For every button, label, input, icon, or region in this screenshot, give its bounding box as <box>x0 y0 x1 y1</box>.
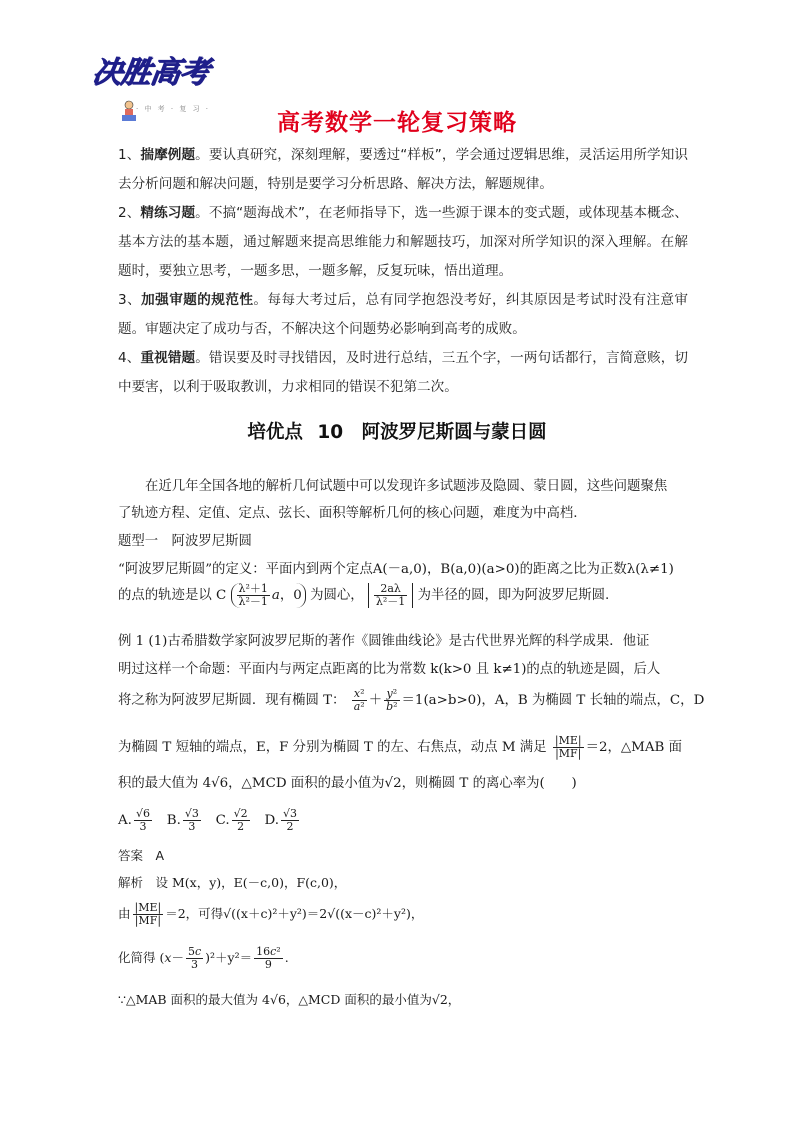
solution-line-3: 化简得 (x－ $\frac{5c}{3}$ )²＋y²＝ $\frac{\text{16c²}}{9}$ . <box>118 945 289 971</box>
strategy-body: 。不搞“题海战术”，在老师指导下，选一些源于课本的变式题，或体现基本概念、基本方法的基本题，通过解题来提高思维能力和解题技巧，加深对所学知识的深入理解。在解题时，要独立思考，一题多思，一题多解，反复玩味，悟出道理。 <box>118 205 689 279</box>
example-text: ＝2，△MAB 面 <box>585 740 683 755</box>
options-row: A. $\frac{√6}{3}$ B. $\frac{√3}{3}$ C. $\frac{√2}{2}$ D. $\frac{√3}{2}$ <box>118 807 297 833</box>
example-line-1: 例 1 (1)古希腊数学家阿波罗尼斯的著作《圆锥曲线论》是古代世界光辉的科学成果．他证 <box>118 634 650 649</box>
solution-line-1: 解析 设 M(x，y)，E(－c,0)，F(c,0)， <box>118 875 347 890</box>
strategy-body: 。每每大考过后，总有同学抱怨没考好，纠其原因是考试时没有注意审题。审题决定了成功与否，不解决这个问题势必影响到高考的成败。 <box>118 292 689 337</box>
definition-line-2 <box>118 583 609 608</box>
solution-text: 化简得 <box>118 950 156 965</box>
ellipse-x-term: $\frac{\text{x²}}{\text{a²}}$ <box>353 687 365 713</box>
strategy-number: 1、 <box>118 147 141 163</box>
solution-line-4: ∵△MAB 面积的最大值为 4√6，△MCD 面积的最小值为√2， <box>118 992 461 1007</box>
strategy-number: 2、 <box>118 205 141 221</box>
strategy-body: 。错误要及时寻找错因，及时进行总结，三五个字，一两句话都行，言简意赅，切中要害，以利于吸取教训，力求相同的错误不犯第二次。 <box>118 350 689 395</box>
strategy-heading: 揣摩例题 <box>140 147 196 163</box>
definition-text: 的点的轨迹是以 C <box>118 588 227 603</box>
option-a-label: A. <box>118 813 132 828</box>
definition-text: 为半径的圆，即为阿波罗尼斯圆. <box>417 588 610 603</box>
intro-paragraph: 在近几年全国各地的解析几何试题中可以发现许多试题涉及隐圆、蒙日圆，这些问题聚焦了轨迹方程、定值、定点、弦长、面积等解析几何的核心问题，难度为中高档. <box>118 479 668 521</box>
option-d-label: D. <box>264 813 279 828</box>
strategy-3 <box>118 286 688 344</box>
strategy-body: 。要认真研究，深刻理解，要透过“样板”，学会通过逻辑思维，灵活运用所学知识去分析问题和解决问题，特别是要学习分析思路、解决方法，解题规律。 <box>118 147 689 192</box>
strategy-heading: 精练习题 <box>140 205 196 221</box>
example-text: ＝1(a>b>0)，A，B 为椭圆 T 长轴的端点，C，D <box>401 693 705 708</box>
solution-text: 由 <box>118 906 131 921</box>
definition-text: 为圆心， <box>310 588 364 603</box>
solution-text: ²＋y²＝ <box>210 950 253 965</box>
logo-subtitle: · 中 考 · 复 习 · <box>136 105 211 113</box>
strategy-heading: 重视错题 <box>140 350 196 366</box>
ratio-me-mf: $\frac{|ME|}{|MF|}$ <box>554 734 582 760</box>
logo-text: 决胜高考 <box>89 55 211 90</box>
solution-text: ＝2，可得√((x＋c)²＋y²)＝2√((x－c)²＋y²)， <box>165 906 424 921</box>
strategy-1 <box>118 141 688 199</box>
option-c-label: C. <box>215 813 230 828</box>
example-line-3: 将之称为阿波罗尼斯圆．现有椭圆 T： $\frac{\text{x²}}{\text{a²}}$ ＋ $\frac{\text{y²}}{\text{b²}}$ ＝1(a>b>0)，A，B 为椭圆 T 长轴的端点，C，D <box>118 687 705 713</box>
option-b-label: B. <box>166 813 181 828</box>
strategy-4 <box>118 344 688 402</box>
definition-line-1: “阿波罗尼斯圆”的定义：平面内到两个定点A(－a,0)，B(a,0)(a>0)的距离之比为正数λ(λ≠1) <box>118 562 674 577</box>
example-line-2: 明过这样一个命题：平面内与两定点距离的比为常数 k(k>0 且 k≠1)的点的轨迹是圆，后人 <box>118 662 661 677</box>
page-title-text: 高考数学一轮复习策略 <box>277 110 517 136</box>
strategy-heading: 加强审题的规范性 <box>141 292 254 308</box>
page-title <box>0 104 794 137</box>
example-line-4 <box>118 735 682 760</box>
paren-expression: (x－ $\frac{5c}{3}$ ) <box>159 945 211 971</box>
strategy-number: 3、 <box>118 292 142 308</box>
solution-line-2: 由 $\frac{|ME|}{|MF|}$ ＝2，可得√((x＋c)²＋y²)＝2√((x－c)²＋y²)， <box>118 901 424 927</box>
example-line-5: 积的最大值为 4√6，△MCD 面积的最小值为√2，则椭圆 T 的离心率为( ) <box>118 776 577 791</box>
strategy-2 <box>118 199 688 286</box>
example-text: 将之称为阿波罗尼斯圆．现有椭圆 T： <box>118 693 346 708</box>
section-title: 培优点 10 阿波罗尼斯圆与蒙日圆 <box>247 422 547 443</box>
strategy-number: 4、 <box>118 350 141 366</box>
type-label: 题型一 阿波罗尼斯圆 <box>118 534 252 549</box>
example-text: 为椭圆 T 短轴的端点，E，F 分别为椭圆 T 的左、右焦点，动点 M 满足 <box>118 740 547 755</box>
center-formula: $\frac{\text{λ²＋1}}{\text{λ²－1}}$ a，0 <box>231 583 306 608</box>
answer: 答案 A <box>118 848 165 863</box>
radius-formula: $\frac{2a\lambda}{\text{λ²－1}}$ <box>368 583 413 608</box>
ellipse-y-term: $\frac{\text{y²}}{\text{b²}}$ <box>386 687 398 713</box>
